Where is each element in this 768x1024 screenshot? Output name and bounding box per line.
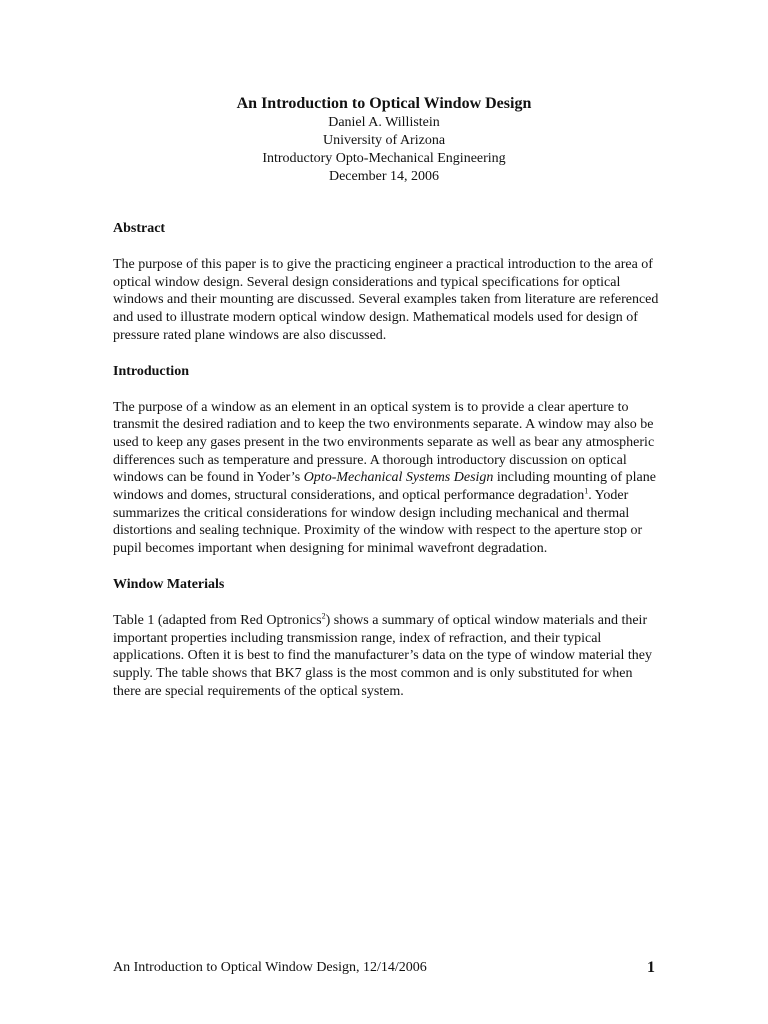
introduction-heading: Introduction [113,363,189,379]
title-block [0,94,768,186]
page-footer [113,958,655,978]
book-title: Opto-Mechanical Systems Design [303,470,494,486]
introduction-text-3: . Yoder summarizes the critical considerations for window design including mechanical and thermal distortions and sealing technique. Proximity of the window with respect to the aperture stop or pupil becomes important when designing for minimal wavefront degradation. [113,488,643,557]
reference-1: 1 [584,486,589,496]
introduction-text-1: The purpose of a window as an element in an optical system is to provide a clear aperture to transmit the desired radiation and to keep the two environments separate. A window may also be used to keep any gases present in the two environments separate as well as bear any atmospheric differences such as temperature and pressure. A thorough introductory discussion on optical windows can be found in Yoder’s [113,399,655,486]
page-number: 1 [647,959,655,976]
reference-2: 2 [321,611,326,621]
window-materials-text-2: ) shows a summary of optical window materials and their important properties including transmission range, index of refraction, and their typical applications. Often it is best to find the manufacturer’s data on the type of window material they supply. The table shows that BK7 glass is the most common and is only substituted for when there are special requirements of the optical system. [113,612,652,699]
course-name: Introductory Opto-Mechanical Engineering [262,151,506,166]
author-name: Daniel A. Willistein [328,115,440,130]
introduction-paragraph [113,399,663,558]
abstract-heading: Abstract [113,221,166,236]
paper-title: An Introduction to Optical Window Design [236,95,532,112]
window-materials-heading: Window Materials [113,576,225,592]
main-content [113,220,663,718]
paper-date: December 14, 2006 [328,169,440,184]
window-materials-paragraph [113,612,663,701]
window-materials-text-1: Table 1 (adapted from Red Optronics [113,612,322,628]
footer-text: An Introduction to Optical Window Design, 12/14/2006 [113,960,427,975]
abstract-text: The purpose of this paper is to give the practicing engineer a practical introduction to the area of optical window design. Several design considerations and typical specifications for optical windows and their mounting are discussed. Several examples taken from literature are referenced and used to illustrate modern optical window design. Mathematical models used for design of pressure rated plane windows are also discussed. [113,257,659,343]
introduction-text-2: including mounting of plane windows and domes, structural considerations, and optical performance degradation [113,470,656,504]
affiliation: University of Arizona [322,133,446,148]
